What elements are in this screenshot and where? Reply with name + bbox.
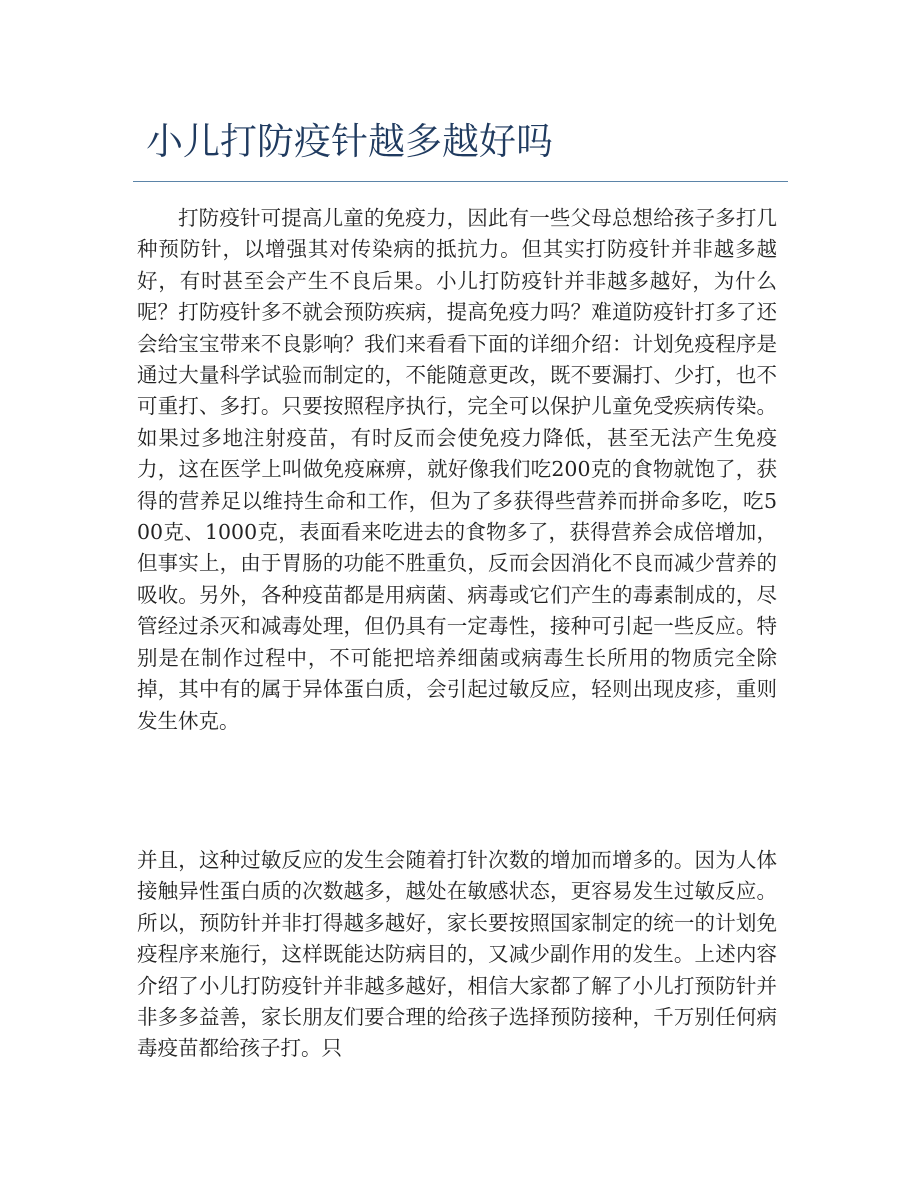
body-paragraph-2: 并且，这种过敏反应的发生会随着打针次数的增加而增多的。因为人体接触异性蛋白质的次数越多，越处在敏感状态，更容易发生过敏反应。所以，预防针并非打得越多越好，家长要按照国家制定的统一的计划免疫程序来施行，这样既能达防病目的，又减少副作用的发生。上述内容介绍了小儿打防疫针并非越多越好，相信大家都了解了小儿打预防针并非多多益善，家长朋友们要合理的给孩子选择预防接种，千万别任何病毒疫苗都给孩子打。只 (137, 848, 777, 1061)
title-divider (133, 181, 788, 182)
page-title: 小儿打防疫针越多越好吗 (146, 120, 553, 163)
body-paragraph-1: 打防疫针可提高儿童的免疫力，因此有一些父母总想给孩子多打几种预防针，以增强其对传染病的抵抗力。但其实打防疫针并非越多越好，有时甚至会产生不良后果。小儿打防疫针并非越多越好，为什么呢？打防疫针多不就会预防疾病，提高免疫力吗？难道防疫针打多了还会给宝宝带来不良影响？我们来看看下面的详细介绍：计划免疫程序是通过大量科学试验而制定的，不能随意更改，既不要漏打、少打，也不可重打、多打。只要按照程序执行，完全可以保护儿童免受疾病传染。如果过多地注射疫苗，有时反而会使免疫力降低，甚至无法产生免疫力，这在医学上叫做免疫麻痹，就好像我们吃200克的食物就饱了，获得的营养足以维持生命和工作，但为了多获得些营养而拼命多吃，吃500克、1000克，表面看来吃进去的食物多了，获得营养会成倍增加，但事实上，由于胃肠的功能不胜重负，反而会因消化不良而减少营养的吸收。另外，各种疫苗都是用病菌、病毒或它们产生的毒素制成的，尽管经过杀灭和减毒处理，但仍具有一定毒性，接种可引起一些反应。特别是在制作过程中，不可能把培养细菌或病毒生长所用的物质完全除掉，其中有的属于异体蛋白质，会引起过敏反应，轻则出现皮疹，重则发生休克。 (137, 206, 777, 733)
